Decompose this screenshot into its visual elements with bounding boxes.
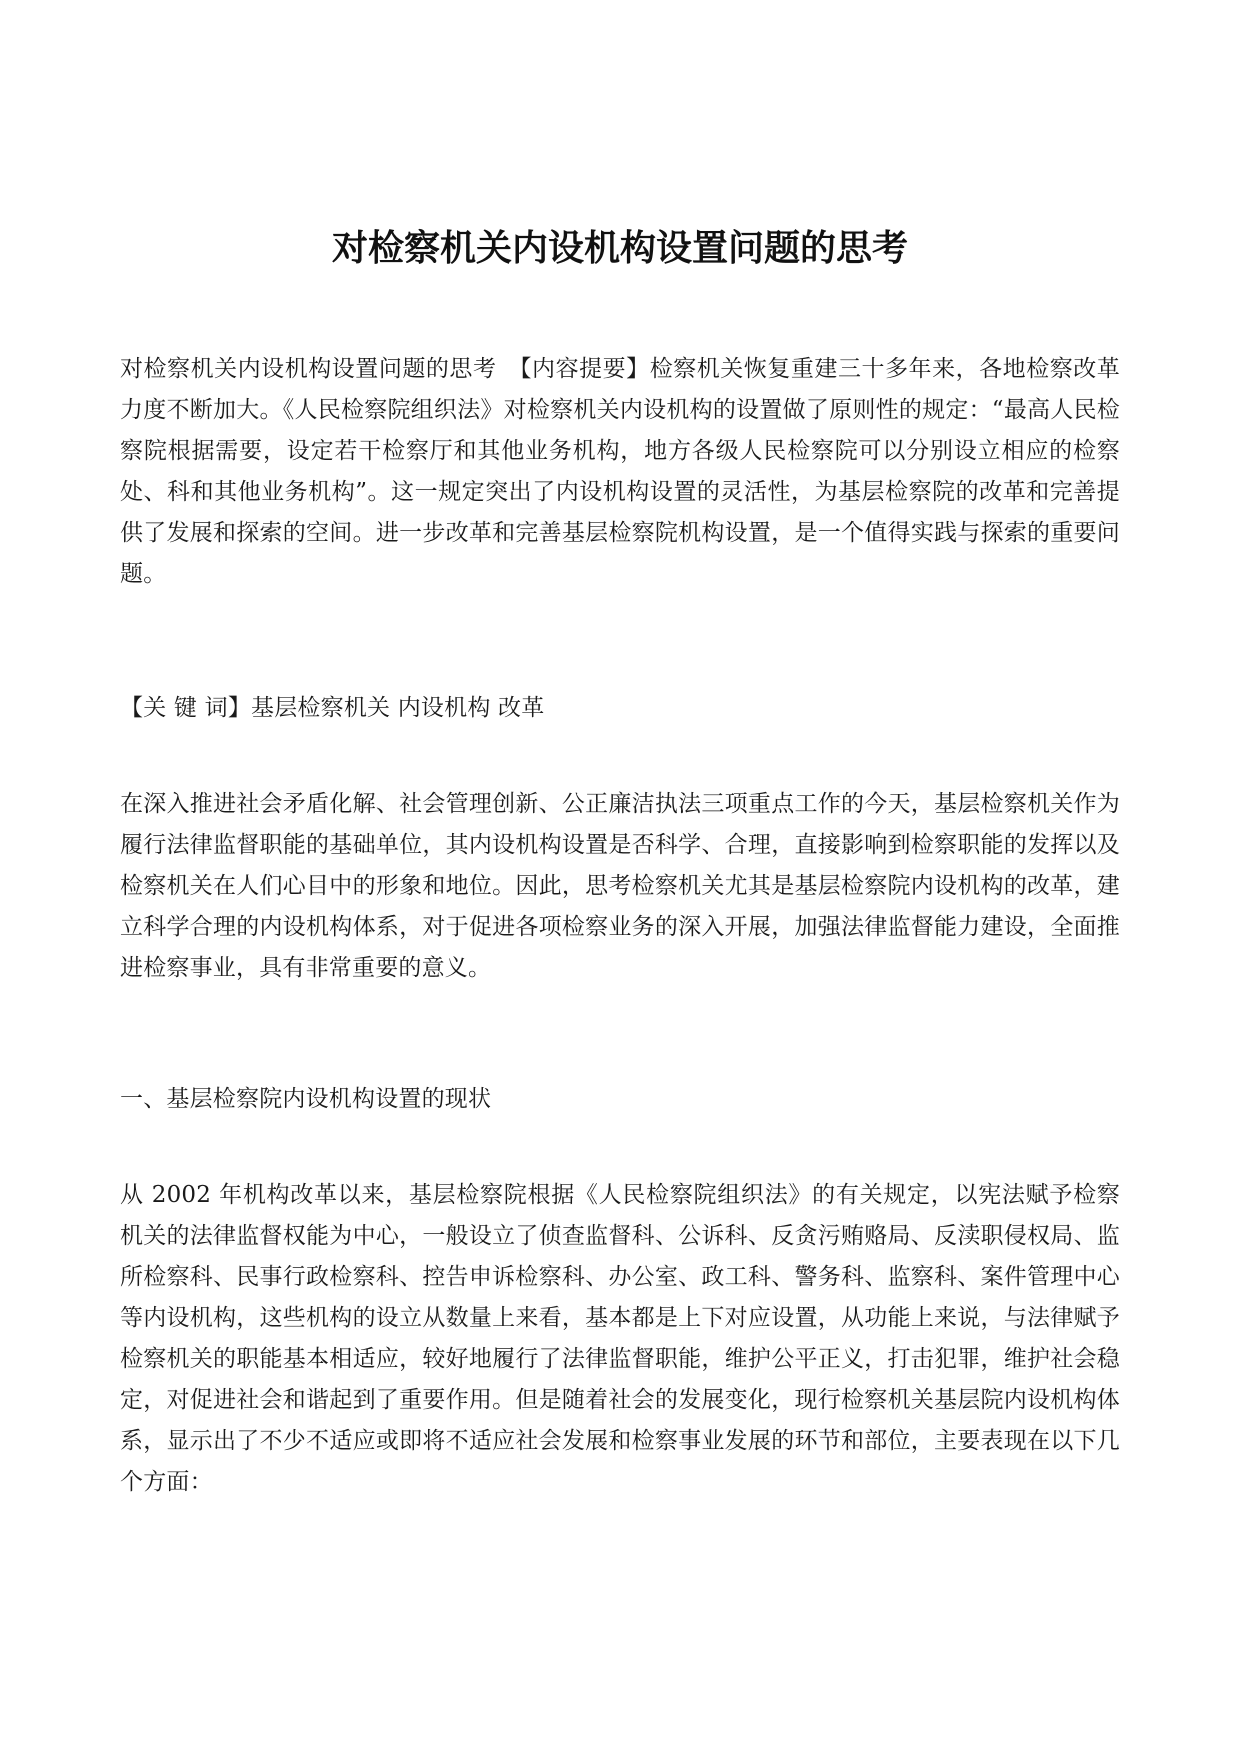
keywords-line: 【关 键 词】基层检察机关 内设机构 改革 (120, 695, 545, 721)
section-body-paragraph: 从 2002 年机构改革以来，基层检察院根据《人民检察院组织法》的有关规定，以宪法赋予检察机关的法律监督权能为中心，一般设立了侦查监督科、公诉科、反贪污贿赂局、反渎职侵权局、监所检察科、民事行政检察科、控告申诉检察科、办公室、政工科、警务科、监察科、案件管理中心等内设机构，这些机构的设立从数量上来看，基本都是上下对应设置，从功能上来说，与法律赋予检察机关的职能基本相适应，较好地履行了法律监督职能，维护公平正义，打击犯罪，维护社会稳定，对促进社会和谐起到了重要作用。但是随着社会的发展变化，现行检察机关基层院内设机构体系，显示出了不少不适应或即将不适应社会发展和检察事业发展的环节和部位，主要表现在以下几个方面： (120, 1182, 1120, 1495)
document-title: 对检察机关内设机构设置问题的思考 (331, 227, 908, 269)
intro-paragraph: 在深入推进社会矛盾化解、社会管理创新、公正廉洁执法三项重点工作的今天，基层检察机关作为履行法律监督职能的基础单位，其内设机构设置是否科学、合理，直接影响到检察职能的发挥以及检察机关在人们心目中的形象和地位。因此，思考检察机关尤其是基层检察院内设机构的改革，建立科学合理的内设机构体系，对于促进各项检察业务的深入开展，加强法律监督能力建设，全面推进检察事业，具有非常重要的意义。 (120, 791, 1120, 981)
abstract-paragraph: 对检察机关内设机构设置问题的思考 【内容提要】检察机关恢复重建三十多年来，各地检察改革力度不断加大。《人民检察院组织法》对检察机关内设机构的设置做了原则性的规定：“最高人民检察院根据需要，设定若干检察厅和其他业务机构，地方各级人民检察院可以分别设立相应的检察处、科和其他业务机构”。这一规定突出了内设机构设置的灵活性，为基层检察院的改革和完善提供了发展和探索的空间。进一步改革和完善基层检察院机构设置，是一个值得实践与探索的重要问题。 (120, 356, 1120, 587)
section-heading: 一、基层检察院内设机构设置的现状 (120, 1086, 492, 1112)
